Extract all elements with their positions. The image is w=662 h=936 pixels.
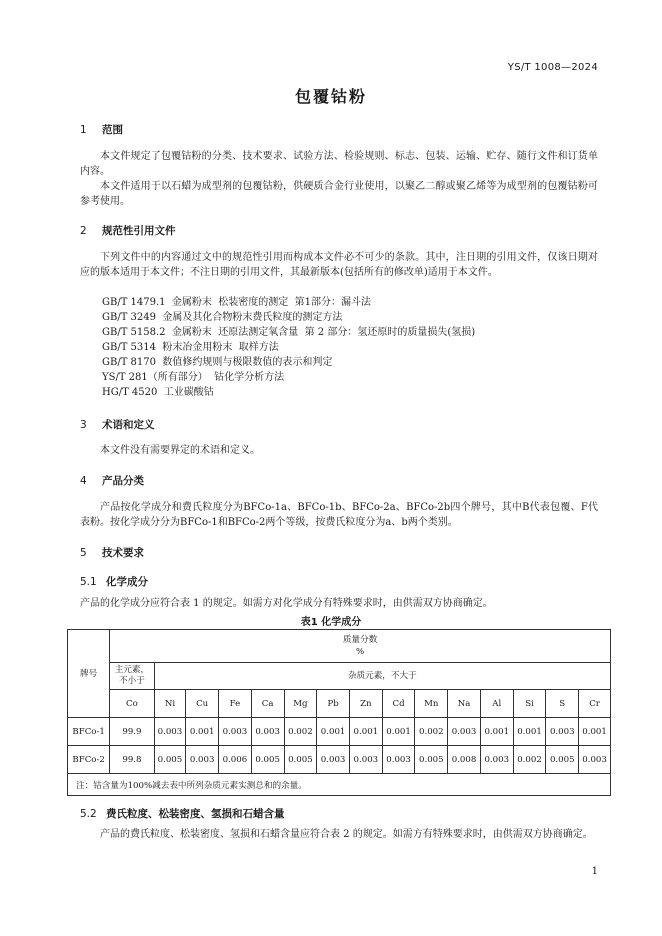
value-cell: 0.002	[284, 718, 317, 746]
element-header-cell: Mg	[284, 690, 317, 718]
mass-fraction-header-cell	[110, 630, 611, 663]
value-cell: 0.001	[513, 718, 546, 746]
element-header-cell: S	[546, 690, 579, 718]
value-cell: 0.001	[579, 718, 611, 746]
element-header-cell: Si	[513, 690, 546, 718]
value-cell: 0.003	[317, 746, 350, 774]
section-4-heading	[80, 473, 144, 488]
value-cell: 0.005	[546, 746, 579, 774]
section-number: 5	[80, 547, 87, 559]
value-cell: 0.003	[448, 718, 481, 746]
value-cell: 0.001	[382, 718, 415, 746]
section-number: 5.1	[80, 576, 97, 588]
element-header-cell: Cu	[186, 690, 219, 718]
reference-item: GB/T 3249 金属及其化合物粉末费氏粒度的测定方法	[102, 312, 343, 323]
section-1-paragraph-1: 本文件规定了包覆钴粉的分类、技术要求、试验方法、检验规则、标志、包装、运输、贮存、随行文件和订货单内容。	[80, 151, 598, 177]
value-cell: 0.003	[251, 718, 284, 746]
mass-fraction-label: 质量分数	[342, 635, 378, 645]
section-title: 范围	[102, 124, 123, 136]
value-cell: 0.001	[480, 718, 513, 746]
value-cell: 0.003	[349, 746, 382, 774]
value-cell: 0.003	[186, 746, 219, 774]
subsection-5-2-heading	[80, 806, 285, 821]
section-4-paragraph-1: 产品按化学成分和费氏粒度分为BFCo-1a、BFCo-1b、BFCo-2a、BFCo-2b四个牌号，其中B代表包覆、F代表粉。按化学成分分为BFCo-1和BFCo-2两个等级，按费氏粒度分为a、b两个类别。	[80, 502, 598, 528]
element-header-cell: Al	[480, 690, 513, 718]
value-cell: 99.9	[110, 718, 154, 746]
subsection-5-1-heading	[80, 574, 148, 589]
section-title: 术语和定义	[102, 419, 155, 431]
document-title: 包覆钴粉	[294, 87, 367, 106]
value-cell: 0.002	[513, 746, 546, 774]
table-1-title: 表1 化学成分	[300, 617, 362, 628]
reference-item: HG/T 4520 工业碳酸钴	[102, 387, 214, 398]
section-3-paragraph-1: 本文件没有需要界定的术语和定义。	[100, 445, 260, 456]
element-header-cell: Fe	[219, 690, 252, 718]
value-cell: 0.008	[448, 746, 481, 774]
section-1-paragraph-2: 本文件适用于以石蜡为成型剂的包覆钴粉，供硬质合金行业使用，以聚乙二醇或聚乙烯等为成型剂的包覆钴粉可参考使用。	[80, 181, 598, 207]
element-header-cell: Ni	[154, 690, 186, 718]
chemical-composition-table	[67, 629, 611, 796]
element-header-cell: Zn	[349, 690, 382, 718]
element-header-cell: Na	[448, 690, 481, 718]
unit-label: %	[356, 647, 365, 657]
value-cell: 0.005	[251, 746, 284, 774]
value-cell: 0.005	[284, 746, 317, 774]
reference-item: GB/T 1479.1 金属粉末 松装密度的测定 第1部分：漏斗法	[102, 297, 371, 308]
section-3-heading	[80, 417, 155, 432]
value-cell: 0.001	[186, 718, 219, 746]
element-header-cell: Co	[110, 690, 154, 718]
section-2-heading	[80, 223, 176, 238]
section-2-paragraph-1: 下列文件中的内容通过文中的规范性引用而构成本文件必不可少的条款。其中，注日期的引用文件，仅该日期对应的版本适用于本文件；不注日期的引用文件，其最新版本(包括所有的修改单)适用于本文件。	[80, 252, 598, 278]
main-element-label: 主元素，	[114, 665, 150, 675]
grade-cell: BFCo-2	[68, 746, 110, 774]
value-cell: 0.001	[317, 718, 350, 746]
standard-code: YS/T 1008—2024	[507, 62, 598, 73]
section-number: 5.2	[80, 808, 97, 820]
element-header-cell: Cd	[382, 690, 415, 718]
impurity-header-cell: 杂质元素，不大于	[154, 663, 610, 690]
section-number: 2	[80, 225, 87, 237]
value-cell: 0.003	[154, 718, 186, 746]
reference-item: GB/T 8170 数值修约规则与极限数值的表示和判定	[102, 357, 333, 368]
value-cell: 0.002	[415, 718, 448, 746]
grade-cell: BFCo-1	[68, 718, 110, 746]
element-header-cell: Ca	[251, 690, 284, 718]
section-number: 1	[80, 124, 87, 136]
value-cell: 0.005	[415, 746, 448, 774]
section-title: 技术要求	[102, 547, 144, 559]
subsection-5-1-paragraph: 产品的化学成分应符合表 1 的规定。如需方对化学成分有特殊要求时，由供需双方协商确定。	[80, 598, 493, 609]
section-title: 费氏粒度、松装密度、氢损和石蜡含量	[106, 808, 285, 820]
main-element-label: 不小于	[119, 676, 145, 686]
element-header-cell: Mn	[415, 690, 448, 718]
grade-header-cell: 牌号	[68, 630, 110, 718]
section-number: 4	[80, 475, 87, 487]
reference-item: GB/T 5314 粉末冶金用粉末 取样方法	[102, 342, 279, 353]
section-1-heading	[80, 122, 123, 137]
value-cell: 0.005	[154, 746, 186, 774]
value-cell: 0.006	[219, 746, 252, 774]
table-row	[68, 746, 611, 774]
value-cell: 0.003	[382, 746, 415, 774]
value-cell: 0.001	[349, 718, 382, 746]
value-cell: 0.003	[546, 718, 579, 746]
value-cell: 0.003	[219, 718, 252, 746]
reference-item: YS/T 281（所有部分） 钴化学分析方法	[102, 372, 285, 383]
value-cell: 0.003	[480, 746, 513, 774]
page-number: 1	[591, 866, 598, 877]
element-header-cell: Cr	[579, 690, 611, 718]
main-element-header-cell	[110, 663, 154, 690]
table-row	[68, 718, 611, 746]
section-title: 化学成分	[106, 576, 148, 588]
section-5-heading	[80, 545, 144, 560]
subsection-5-2-paragraph: 产品的费氏粒度、松装密度、氢损和石蜡含量应符合表 2 的规定。如需方有特殊要求时，由供需双方协商确定。	[100, 829, 593, 840]
reference-item: GB/T 5158.2 金属粉末 还原法测定氧含量 第 2 部分：氢还原时的质量损失(氢损)	[102, 327, 476, 338]
value-cell: 0.003	[579, 746, 611, 774]
value-cell: 99.8	[110, 746, 154, 774]
section-title: 产品分类	[102, 475, 144, 487]
element-header-cell: Pb	[317, 690, 350, 718]
section-title: 规范性引用文件	[102, 225, 176, 237]
section-number: 3	[80, 419, 87, 431]
table-note: 注：钴含量为100%减去表中所列杂质元素实测总和的余量。	[68, 774, 611, 796]
